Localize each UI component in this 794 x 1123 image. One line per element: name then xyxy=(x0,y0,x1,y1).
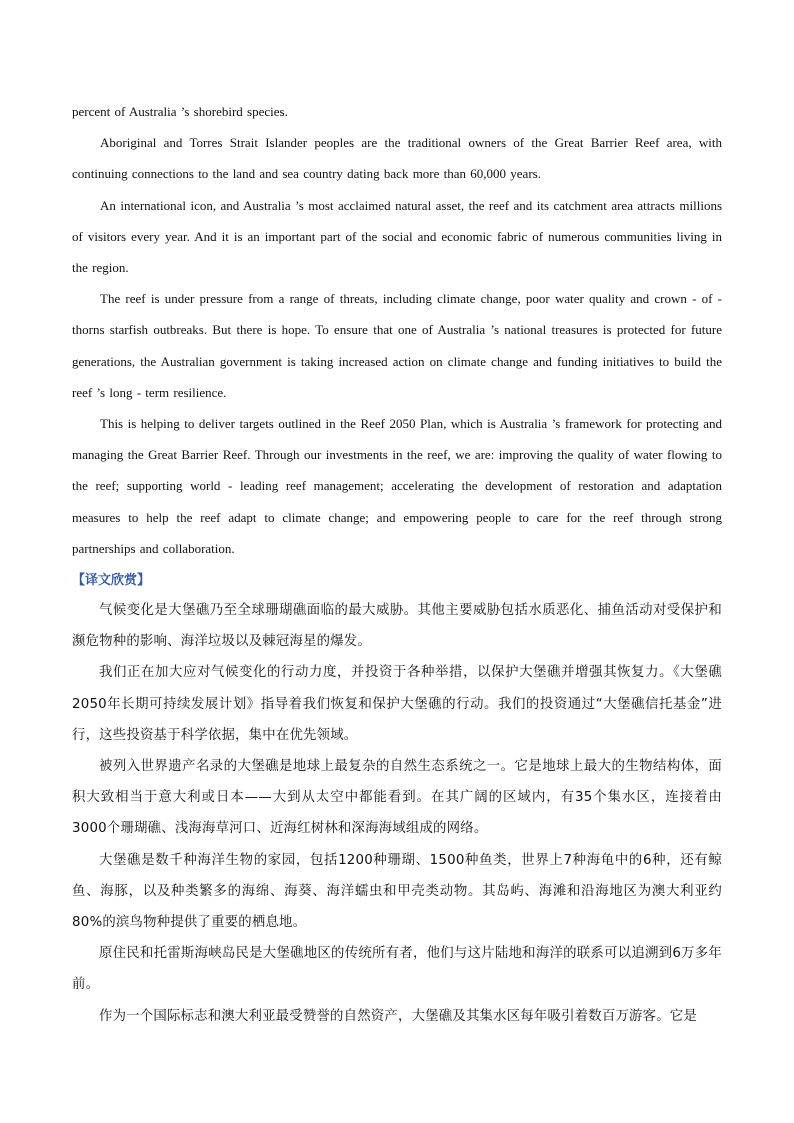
english-paragraph: percent of Australia ’s shorebird species. xyxy=(72,104,288,119)
chinese-paragraph: 我们正在加大应对气候变化的行动力度，并投资于各种举措，以保护大堡礁并增强其恢复力。《大堡礁2050年长期可持续发展计划》指导着我们恢复和保护大堡礁的行动。我们的投资通过“大堡礁信托基金”进行，这些投资基于科学依据，集中在优先领域。 xyxy=(72,665,722,743)
english-paragraph: Aboriginal and Torres Strait Islander peoples are the traditional owners of the Great Barrier Reef area, with continuing connections to the land and sea country dating back more than 60,000 years. xyxy=(72,135,722,182)
chinese-paragraph: 作为一个国际标志和澳大利亚最受赞誉的自然资产，大堡礁及其集水区每年吸引着数百万游客。它是 xyxy=(99,1008,697,1024)
chinese-translation xyxy=(72,595,722,1032)
chinese-paragraph: 气候变化是大堡礁乃至全球珊瑚礁面临的最大威胁。其他主要威胁包括水质恶化、捕鱼活动对受保护和濒危物种的影响、海洋垃圾以及棘冠海星的爆发。 xyxy=(72,603,722,650)
english-paragraph: The reef is under pressure from a range of threats, including climate change, poor water quality and crown - of - thorns starfish outbreaks. But there is hope. To ensure that one of Australia ’s national treasures is protected for future generations, the Australian government is taking increased action on climate change and funding initiatives to build the reef ’s long - term resilience. xyxy=(72,291,722,400)
chinese-paragraph: 原住民和托雷斯海峡岛民是大堡礁地区的传统所有者，他们与这片陆地和海洋的联系可以追溯到6万多年前。 xyxy=(72,946,722,993)
chinese-paragraph: 大堡礁是数千种海洋生物的家园，包括1200种珊瑚、1500种鱼类，世界上7种海龟中的6种，还有鲸鱼、海豚，以及种类繁多的海绵、海葵、海洋蠕虫和甲壳类动物。其岛屿、海滩和沿海地区为澳大利亚约80%的滨鸟物种提供了重要的栖息地。 xyxy=(72,852,722,931)
english-paragraph: This is helping to deliver targets outlined in the Reef 2050 Plan, which is Australia ’s framework for protecting and managing the Great Barrier Reef. Through our investments in the reef, we are: improving the quality of water flowing to the reef; supporting world - leading reef management; accelerating the development of restoration and adaptation measures to help the reef adapt to climate change; and empowering people to care for the reef through strong partnerships and collaboration. xyxy=(72,416,722,556)
english-passage xyxy=(72,96,722,564)
translation-heading: 【译文欣赏】 xyxy=(72,573,151,589)
chinese-paragraph: 被列入世界遗产名录的大堡礁是地球上最复杂的自然生态系统之一。它是地球上最大的生物结构体，面积大致相当于意大利或日本——大到从太空中都能看到。在其广阔的区域内，有35个集水区，连接着由3000个珊瑚礁、浅海海草河口、近海红树林和深海海域组成的网络。 xyxy=(72,759,722,837)
english-paragraph: An international icon, and Australia ’s most acclaimed natural asset, the reef and its catchment area attracts millions of visitors every year. And it is an important part of the social and economic fabric of numerous communities living in the region. xyxy=(72,197,722,276)
